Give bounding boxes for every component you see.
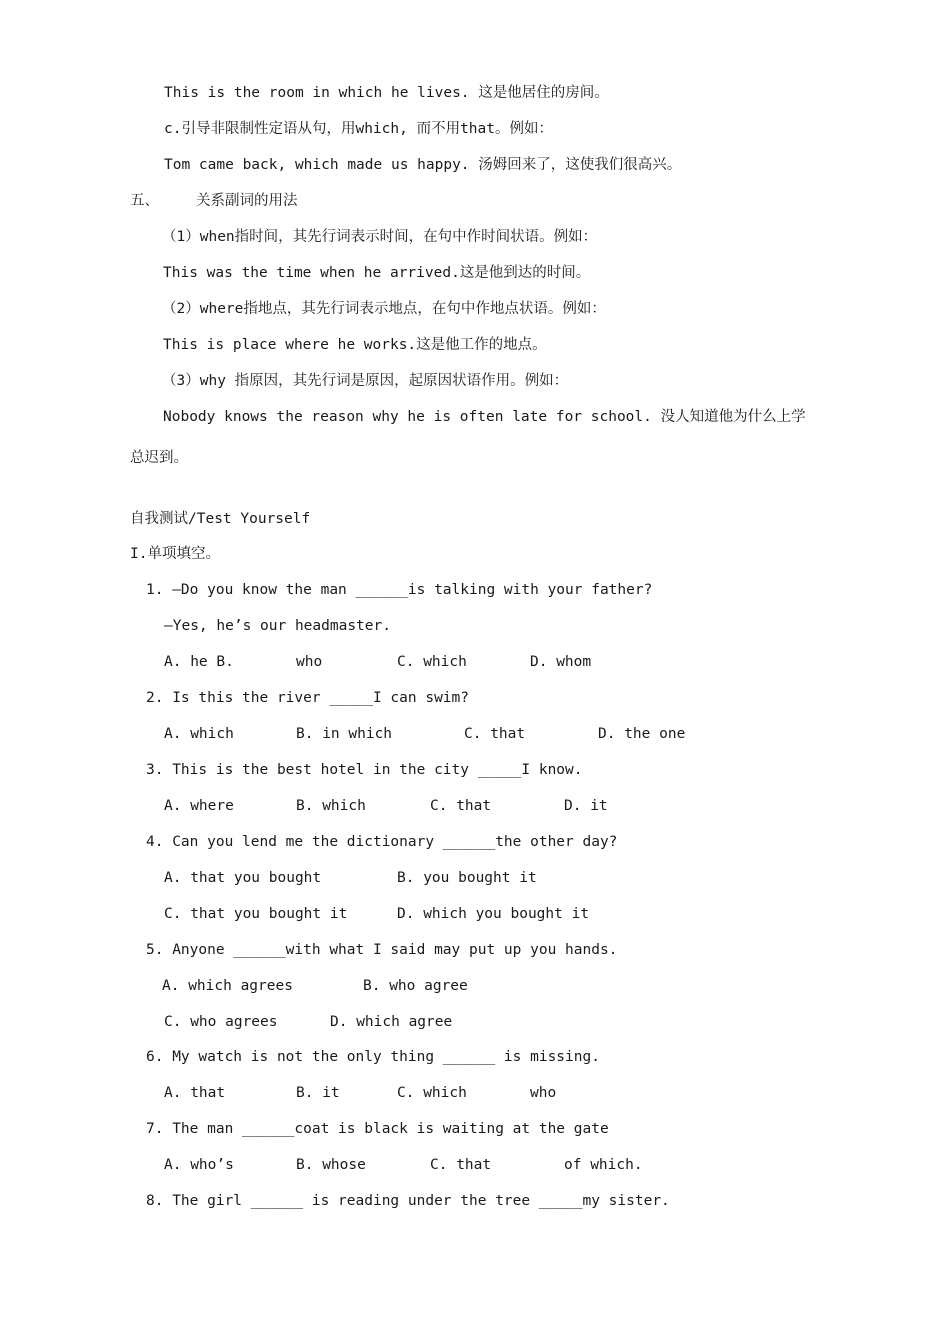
q5-option-d: D. which agree <box>330 1014 453 1030</box>
q4-option-d: D. which you bought it <box>397 906 590 922</box>
q2-option-c: C. that <box>464 726 526 742</box>
section5-number: 五、 <box>130 193 159 209</box>
q1-option-c: C. which <box>397 654 467 670</box>
test-heading: 自我测试/Test Yourself <box>130 511 311 527</box>
q3-option-d: D. it <box>564 798 608 814</box>
question-7: 7. The man ______coat is black is waiting at the gate <box>146 1121 609 1137</box>
q4-option-a: A. that you bought <box>164 870 322 886</box>
q2-option-a: A. which <box>164 726 234 742</box>
question-1-reply: —Yes, he’s our headmaster. <box>164 618 391 634</box>
why-rule: （3）why 指原因，其先行词是原因，起原因状语作用。例如： <box>162 373 569 389</box>
q6-option-d: who <box>530 1085 557 1101</box>
q5-option-b: B. who agree <box>363 978 468 994</box>
q6-option-b: B. it <box>296 1085 340 1101</box>
why-example-line2: 总迟到。 <box>130 450 188 466</box>
question-4: 4. Can you lend me the dictionary ______the other day? <box>146 834 618 850</box>
q6-option-a: A. that <box>164 1085 226 1101</box>
q4-option-b: B. you bought it <box>397 870 537 886</box>
q7-option-d: of which. <box>564 1157 643 1173</box>
question-5: 5. Anyone ______with what I said may put up you hands. <box>146 942 618 958</box>
example-room: This is the room in which he lives. 这是他居住的房间。 <box>164 85 609 101</box>
q3-option-a: A. where <box>164 798 234 814</box>
section5-title: 关系副词的用法 <box>196 193 298 209</box>
q7-option-c: C. that <box>430 1157 492 1173</box>
when-example: This was the time when he arrived.这是他到达的时间。 <box>163 265 591 281</box>
why-example-line1: Nobody knows the reason why he is often late for school. 没人知道他为什么上学 <box>163 409 806 425</box>
q4-option-c: C. that you bought it <box>164 906 348 922</box>
q5-option-c: C. who agrees <box>164 1014 278 1030</box>
when-rule: （1）when指时间，其先行词表示时间，在句中作时间状语。例如： <box>162 229 598 245</box>
q1-option-d: D. whom <box>530 654 592 670</box>
q6-option-c: C. which <box>397 1085 467 1101</box>
question-1: 1. —Do you know the man ______is talking with your father? <box>146 582 653 598</box>
q2-option-d: D. the one <box>598 726 686 742</box>
example-tom: Tom came back, which made us happy. 汤姆回来了，这使我们很高兴。 <box>164 157 682 173</box>
rule-c: c.引导非限制性定语从句，用which, 而不用that。例如： <box>164 121 553 137</box>
q5-option-a: A. which agrees <box>162 978 293 994</box>
q3-option-b: B. which <box>296 798 366 814</box>
q1-option-b: who <box>296 654 323 670</box>
q7-option-b: B. whose <box>296 1157 366 1173</box>
q3-option-c: C. that <box>430 798 492 814</box>
part1-heading: I.单项填空。 <box>130 546 220 562</box>
q2-option-b: B. in which <box>296 726 393 742</box>
question-3: 3. This is the best hotel in the city _____I know. <box>146 762 583 778</box>
question-6: 6. My watch is not the only thing ______ is missing. <box>146 1049 600 1065</box>
question-8: 8. The girl ______ is reading under the tree _____my sister. <box>146 1193 670 1209</box>
q7-option-a: A. who’s <box>164 1157 234 1173</box>
question-2: 2. Is this the river _____I can swim? <box>146 690 470 706</box>
q1-option-a: A. he B. <box>164 654 234 670</box>
where-example: This is place where he works.这是他工作的地点。 <box>163 337 547 353</box>
where-rule: （2）where指地点，其先行词表示地点，在句中作地点状语。例如： <box>162 301 606 317</box>
